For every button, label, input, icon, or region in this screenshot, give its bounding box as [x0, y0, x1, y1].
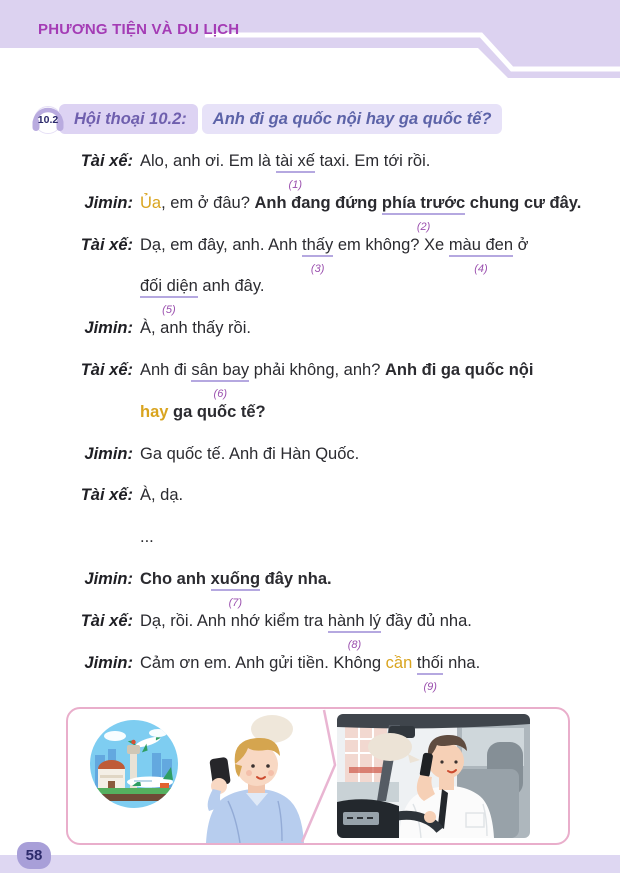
speaker-label: Tài xế:	[80, 611, 133, 630]
dialogue-text	[140, 192, 582, 233]
taxi-driver-illustration	[337, 714, 530, 838]
dialogue-line	[58, 317, 610, 359]
text-segment: Dạ, em đây, anh. Anh	[140, 235, 303, 254]
unit-title: PHƯƠNG TIỆN VÀ DU LỊCH	[38, 21, 240, 38]
text-segment: Anh đi	[140, 360, 192, 379]
caller-illustration	[206, 715, 304, 843]
dialogue-text	[140, 359, 534, 400]
dialogue-text	[140, 443, 359, 465]
vocab-term: thấy (3)	[302, 236, 333, 257]
dialogue-text	[140, 401, 266, 423]
airport-illustration	[90, 720, 178, 808]
dialogue-text	[140, 150, 431, 191]
text-segment: Anh đi ga quốc nội	[384, 360, 534, 379]
vocab-number: (4)	[474, 262, 488, 275]
speaker-label: Tài xế:	[80, 486, 133, 505]
dialogue-line	[58, 150, 610, 192]
speech-bubble-icon	[368, 733, 412, 761]
vocab-term: phía trước (2)	[382, 194, 465, 215]
text-segment: đầy đủ nha.	[381, 611, 472, 630]
vocab-term: thối (9)	[417, 654, 444, 675]
dialogue-text	[140, 568, 332, 609]
text-segment: đây nha.	[260, 569, 332, 588]
zigzag-divider	[302, 710, 335, 842]
dialogue-line	[58, 234, 610, 276]
text-segment: phải không, anh?	[249, 360, 385, 379]
dialogue-line	[58, 275, 610, 317]
speaker-label: Jimin:	[84, 193, 133, 212]
text-segment: taxi. Em tới rồi.	[314, 152, 431, 170]
text-segment: Ga quốc tế. Anh đi Hàn Quốc.	[140, 444, 360, 463]
speaker-label: Tài xế:	[80, 360, 133, 379]
vocab-number: (1)	[288, 179, 302, 191]
dialogue-text	[140, 610, 472, 651]
page-number-badge: 58	[17, 842, 51, 869]
vocab-term: xuống (7)	[211, 570, 261, 591]
vocab-number: (8)	[347, 638, 362, 651]
text-segment: Cảm ơn em. Anh gửi tiền. Không	[140, 653, 386, 672]
vocab-number: (2)	[416, 220, 431, 233]
dialogue-text	[140, 526, 154, 548]
dialogue-text	[140, 317, 251, 339]
vocab-term: tài xế (1)	[276, 152, 315, 173]
dialogue-text	[140, 275, 265, 317]
text-segment: À, anh thấy rồi.	[140, 319, 251, 338]
text-segment: Cho anh	[140, 569, 211, 588]
vocab-number: (6)	[213, 387, 227, 400]
dialogue-line	[58, 526, 610, 568]
text-segment: , em ở đâu?	[161, 193, 255, 212]
lesson-question: Anh đi ga quốc nội hay ga quốc tế?	[202, 104, 503, 134]
text-segment: ở	[513, 235, 529, 254]
vocab-term: màu đen (4)	[449, 236, 513, 257]
dialogue-line	[58, 192, 610, 234]
banner-ribbon	[0, 0, 620, 82]
vocab-number: (7)	[228, 596, 243, 609]
speaker-label: Jimin:	[84, 319, 133, 338]
dialogue-line	[58, 359, 610, 401]
vocab-term: sân bay (6)	[191, 361, 249, 382]
dialogue-line	[58, 652, 610, 694]
text-segment: anh đây.	[197, 277, 265, 296]
dialogue-text	[140, 234, 529, 275]
dialogue-text	[140, 484, 183, 506]
vocab-number: (9)	[423, 680, 437, 693]
footer-bar	[0, 855, 620, 873]
text-segment: Anh đang đứng	[254, 193, 382, 212]
speaker-label: Jimin:	[84, 444, 133, 463]
vocab-term: hành lý (8)	[328, 612, 381, 633]
dialogue-line	[58, 568, 610, 610]
speaker-label: Jimin:	[84, 653, 133, 672]
text-segment: em không? Xe	[333, 235, 449, 254]
speaker-label: Jimin:	[84, 569, 133, 588]
speaker-label: Tài xế:	[80, 152, 133, 170]
audio-track-number: 10.2	[37, 114, 59, 127]
vocab-number: (3)	[310, 262, 325, 275]
illustration-box	[66, 707, 570, 845]
illustration-scene	[68, 709, 568, 843]
vocab-term: đối diện (5)	[140, 277, 198, 298]
vocab-number: (5)	[162, 304, 176, 317]
speaker-label: Tài xế:	[80, 235, 133, 254]
text-segment: À, dạ.	[140, 486, 184, 505]
audio-badge	[30, 102, 66, 136]
text-segment: nha.	[443, 653, 481, 672]
dialogue-line	[58, 484, 610, 526]
text-segment: hay	[140, 402, 169, 421]
dialogue-label: Hội thoại 10.2:	[59, 104, 198, 134]
lesson-heading	[30, 102, 502, 136]
text-segment: cần	[385, 653, 413, 672]
dialogue-line	[58, 610, 610, 652]
text-segment: Dạ, rồi. Anh nhớ kiểm tra	[140, 611, 328, 630]
dialogue-text	[140, 652, 481, 693]
text-segment: ...	[140, 528, 154, 547]
text-segment: chung cư đây.	[465, 193, 582, 212]
dialogue-line	[58, 443, 610, 485]
dialogue-line	[58, 401, 610, 443]
text-segment: ga quốc tế?	[168, 402, 266, 421]
dialogue	[58, 150, 610, 693]
text-segment: Alo, anh ơi. Em là	[140, 152, 276, 170]
text-segment: Ủa	[140, 193, 162, 212]
